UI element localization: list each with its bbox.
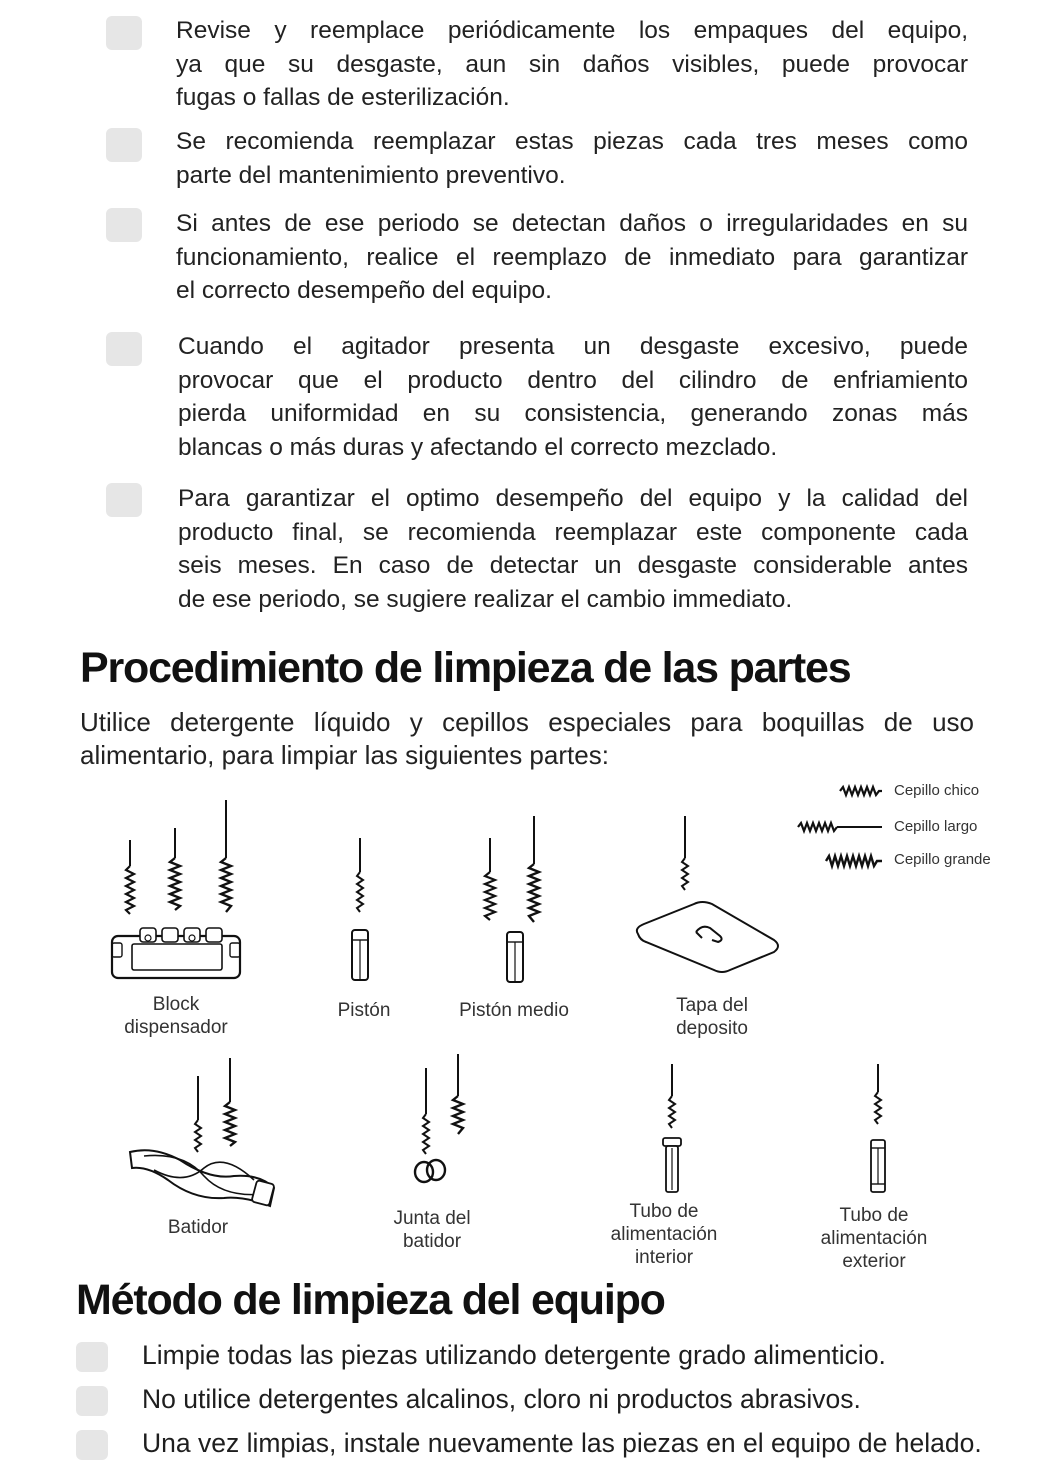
text-line: de ese periodo, se sugiere realizar el cambio immediato. (178, 585, 793, 613)
text-line: blancas o más duras y afectando el correcto mezclado. (178, 433, 778, 461)
caption-line: Batidor (167, 1217, 229, 1238)
caption-line: Tubo de (629, 1201, 699, 1222)
section-title: Procedimiento de limpieza de las partes (80, 644, 851, 692)
caption-line: interior (634, 1247, 694, 1268)
part-caption (86, 993, 266, 1039)
text-line: pierda uniformidad en su consistencia, generando zonas más (178, 400, 968, 427)
maintenance-item (176, 125, 968, 192)
maintenance-item (176, 14, 968, 115)
tapa-deposito-illustration (632, 814, 788, 984)
text-line: Si antes de ese periodo se detectan daños o irregularidades en su (176, 210, 968, 237)
caption-line: Block (152, 994, 200, 1015)
maintenance-item (176, 207, 968, 308)
list-item: Limpie todas las piezas utilizando detergente grado alimenticio. (142, 1340, 886, 1370)
legend-small-label: Cepillo chico (894, 782, 980, 799)
part-caption (784, 1204, 964, 1273)
text-line: producto final, se recomienda reemplazar este componente cada (178, 518, 968, 546)
text-line: Cuando el agitador presenta un desgaste excesivo, puede (178, 333, 968, 360)
text-line: Para garantizar el optimo desempeño del equipo y la calidad del (178, 485, 968, 512)
part-caption (424, 999, 604, 1022)
text-line: ya que su desgaste, aun sin daños visibles, puede provocar (176, 50, 968, 78)
caption-line: Pistón (337, 1000, 391, 1021)
caption-line: Tapa del (676, 995, 748, 1016)
checkbox[interactable] (106, 16, 142, 50)
part-caption (108, 1216, 288, 1239)
caption-line: Tubo de (839, 1205, 909, 1226)
text-line: Utilice detergente líquido y cepillos especiales para boquillas de uso (80, 707, 974, 737)
caption-line: alimentación (820, 1228, 928, 1249)
checkbox[interactable] (76, 1386, 108, 1416)
part-caption (574, 1200, 754, 1269)
caption-line: dispensador (124, 1017, 228, 1038)
caption-line: Junta del (393, 1208, 471, 1229)
large-brush-icon (824, 854, 884, 868)
text-line: alimentario, para limpiar las siguientes partes: (80, 740, 609, 770)
section-intro (80, 706, 974, 772)
batidor-illustration (124, 1056, 282, 1216)
list-item: No utilice detergentes alcalinos, cloro ni productos abrasivos. (142, 1384, 861, 1414)
long-brush-icon (796, 820, 886, 834)
list-item: Una vez limpias, instale nuevamente las piezas en el equipo de helado. (142, 1428, 982, 1458)
caption-line: exterior (842, 1251, 906, 1272)
legend-large-label: Cepillo grande (894, 851, 991, 868)
junta-batidor-illustration (406, 1052, 474, 1188)
checkbox[interactable] (76, 1342, 108, 1372)
tubo-exterior-illustration (858, 1062, 898, 1198)
text-line: provocar que el producto dentro del cilindro de enfriamiento (178, 366, 968, 394)
section-title: Método de limpieza del equipo (76, 1276, 665, 1324)
tubo-interior-illustration (652, 1062, 692, 1198)
text-line: seis meses. En caso de detectar un desgaste considerable antes (178, 552, 968, 579)
maintenance-item (178, 482, 968, 616)
part-caption (342, 1207, 522, 1253)
checkbox[interactable] (106, 483, 142, 517)
caption-line: alimentación (610, 1224, 718, 1245)
legend-long-label: Cepillo largo (894, 818, 978, 835)
piston-illustration (340, 836, 380, 986)
text-line: Se recomienda reemplazar estas piezas cada tres meses como (176, 128, 968, 155)
caption-line: Pistón medio (459, 1000, 569, 1021)
part-caption (622, 994, 802, 1040)
text-line: fugas o fallas de esterilización. (176, 84, 510, 111)
maintenance-item (178, 330, 968, 464)
text-line: parte del mantenimiento preventivo. (176, 161, 566, 189)
caption-line: deposito (676, 1018, 748, 1039)
block-dispensador-illustration (100, 798, 250, 988)
piston-medio-illustration (470, 814, 560, 986)
text-line: Revise y reemplace periódicamente los empaques del equipo, (176, 17, 968, 44)
checkbox[interactable] (106, 128, 142, 162)
checkbox[interactable] (106, 208, 142, 242)
caption-line: batidor (402, 1231, 462, 1252)
small-brush-icon (838, 784, 884, 798)
text-line: funcionamiento, realice el reemplazo de inmediato para garantizar (176, 243, 968, 271)
text-line: el correcto desempeño del equipo. (176, 277, 552, 304)
checkbox[interactable] (106, 332, 142, 366)
checkbox[interactable] (76, 1430, 108, 1460)
